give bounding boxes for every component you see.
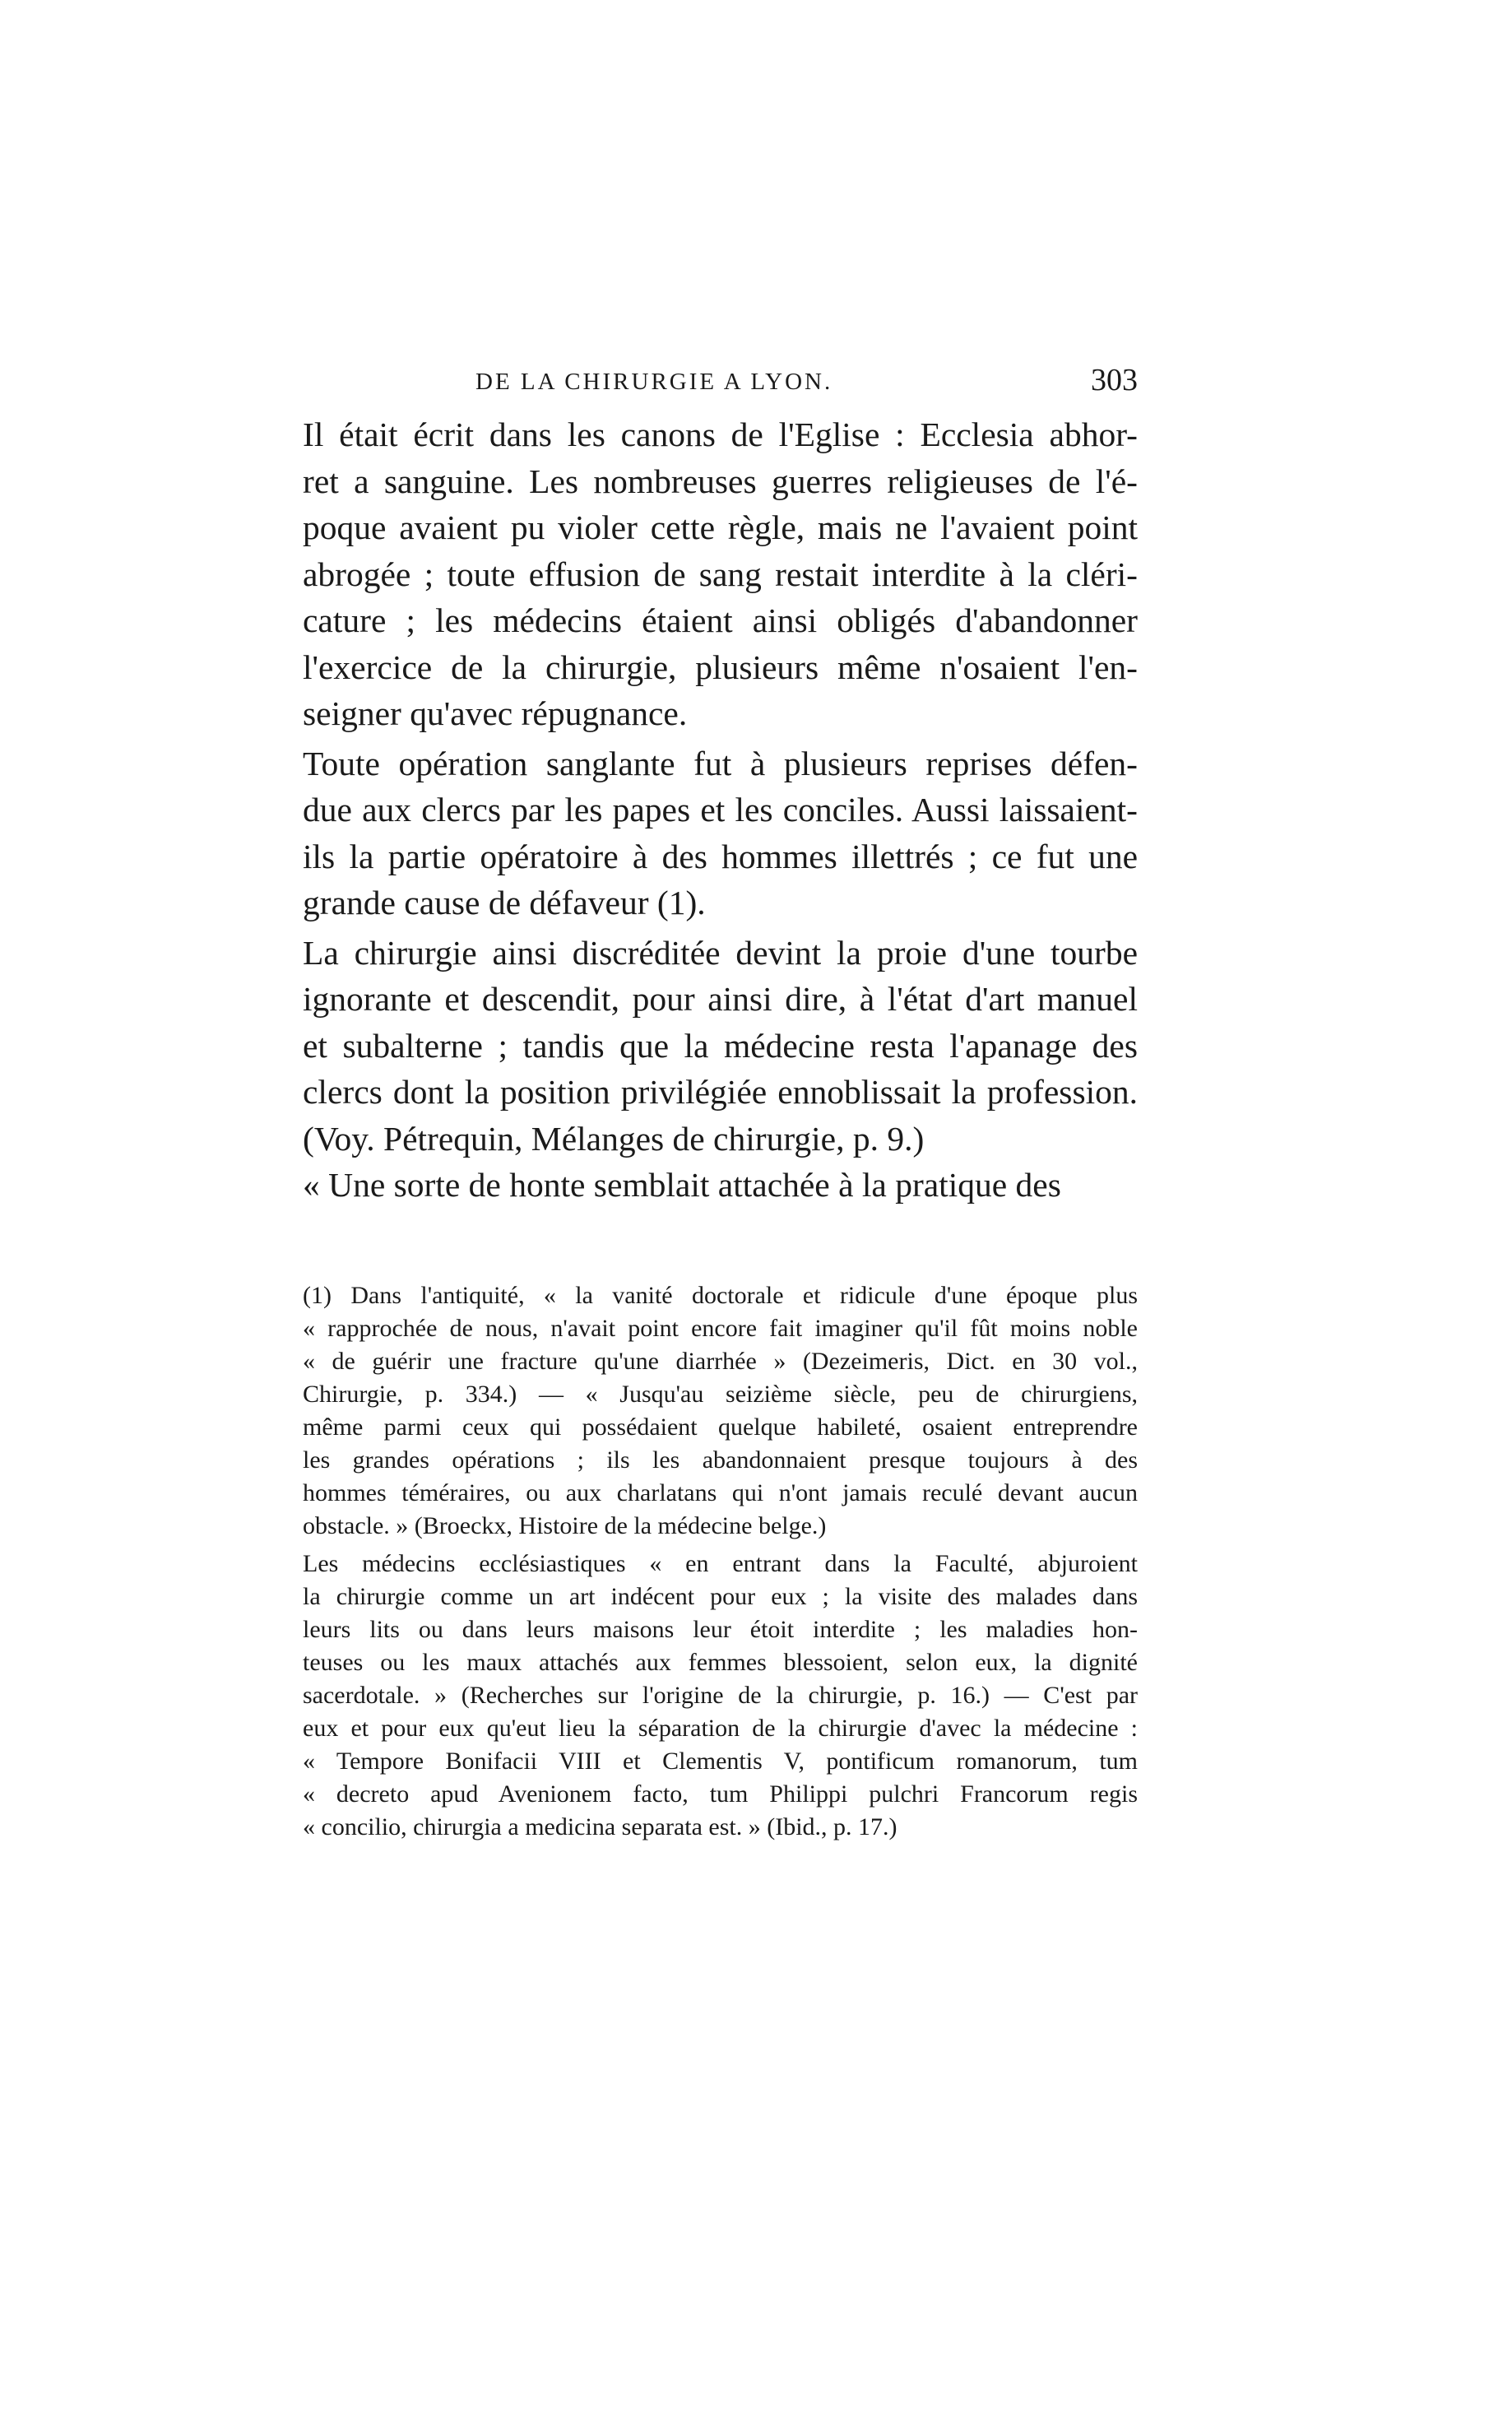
footnote-line: Chirurgie, p. 334.) — « Jusqu'au seizième siècle, peu de chirurgiens, [303,1381,1138,1408]
text-line: abrogée ; toute effusion de sang restait interdite à la cléri- [303,555,1138,593]
text-line: ignorante et descendit, pour ainsi dire, à l'état d'art manuel [303,980,1138,1018]
text-line: ret a sanguine. Les nombreuses guerres religieuses de l'é- [303,462,1138,500]
paragraph [303,740,1138,926]
text-line: cature ; les médecins étaient ainsi obligés d'abandonner [303,601,1138,639]
footnote [303,1548,1138,1844]
footnote-line: leurs lits ou dans leurs maisons leur étoit interdite ; les maladies hon- [303,1616,1138,1643]
text-line: l'exercice de la chirurgie, plusieurs même n'osaient l'en- [303,648,1138,686]
text-line: seigner qu'avec répugnance. [303,694,688,732]
footnote-line: hommes téméraires, ou aux charlatans qui n'ont jamais reculé devant aucun [303,1479,1138,1506]
text-line: (Voy. Pétrequin, Mélanges de chirurgie, p. 9.) [303,1119,925,1158]
footnote-line: eux et pour eux qu'eut lieu la séparation de la chirurgie d'avec la médecine : [303,1715,1138,1742]
text-line: et subalterne ; tandis que la médecine resta l'apanage des [303,1026,1138,1065]
text-line: poque avaient pu violer cette règle, mais ne l'avaient point [303,508,1138,546]
text-line: La chirurgie ainsi discréditée devint la proie d'une tourbe [303,933,1138,972]
footnote-line: Les médecins ecclésiastiques « en entrant dans la Faculté, abjuroient [303,1550,1138,1577]
footnote-line: obstacle. » (Broeckx, Histoire de la médecine belge.) [303,1512,827,1539]
footnote-line: la chirurgie comme un art indécent pour eux ; la visite des malades dans [303,1583,1138,1610]
footnote-line: « de guérir une fracture qu'une diarrhée » (Dezeimeris, Dict. en 30 vol., [303,1348,1138,1375]
text-line: Il était écrit dans les canons de l'Eglise : Ecclesia abhor- [303,415,1138,453]
text-line: « Une sorte de honte semblait attachée à la pratique des [303,1166,1061,1204]
paragraph [303,411,1138,737]
text-line: grande cause de défaveur (1). [303,884,706,921]
page-number: 303 [1091,363,1138,397]
footnote-line: « rapprochée de nous, n'avait point encore fait imaginer qu'il fût moins noble [303,1315,1138,1342]
footnote-line: les grandes opérations ; ils les abandonnaient presque toujours à des [303,1446,1138,1474]
text-line: ils la partie opératoire à des hommes illettrés ; ce fut une [303,837,1138,875]
main-text [303,411,1138,1217]
page-header [303,362,1138,411]
footnote-line: teuses ou les maux attachés aux femmes blessoient, selon eux, la dignité [303,1649,1138,1676]
footnote-line: (1) Dans l'antiquité, « la vanité doctorale et ridicule d'une époque plus [303,1282,1138,1309]
footnote [303,1279,1138,1543]
text-line: clercs dont la position privilégiée ennoblissait la profession. [303,1073,1138,1111]
paragraph [303,1162,1138,1209]
footnote-line: sacerdotale. » (Recherches sur l'origine de la chirurgie, p. 16.) — C'est par [303,1682,1138,1709]
footnote-line: « Tempore Bonifacii VIII et Clementis V, pontificum romanorum, tum [303,1748,1138,1775]
footnote-line: « decreto apud Avenionem facto, tum Philippi pulchri Francorum regis [303,1780,1138,1808]
footnotes [303,1279,1138,1849]
text-line: Toute opération sanglante fut à plusieurs reprises défen- [303,744,1138,782]
paragraph [303,930,1138,1163]
text-line: due aux clercs par les papes et les conciles. Aussi laissaient- [303,791,1138,829]
footnote-line: « concilio, chirurgia a medicina separata est. » (Ibid., p. 17.) [303,1813,897,1840]
footnote-line: même parmi ceux qui possédaient quelque habileté, osaient entreprendre [303,1413,1138,1441]
running-title: DE LA CHIRURGIE A LYON. [475,369,833,395]
